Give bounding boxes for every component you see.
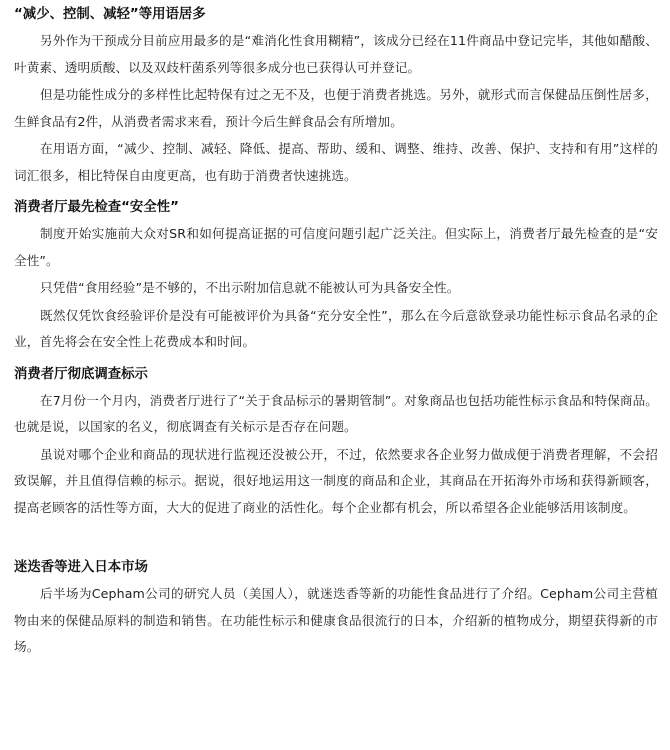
paragraph: 另外作为干预成分目前应用最多的是“难消化性食用糊精”，该成分已经在11件商品中登记完毕，其他如醋酸、叶黄素、透明质酸、以及双歧杆菌系列等很多成分也已获得认可并登记。 <box>14 33 658 75</box>
paragraph: 只凭借“食用经验”是不够的，不出示附加信息就不能被认可为具备安全性。 <box>40 280 460 295</box>
paragraph: 在用语方面，“减少、控制、减轻、降低、提高、帮助、缓和、调整、维持、改善、保护、支持和有用”这样的词汇很多，相比特保自由度更高，也有助于消费者快速挑选。 <box>14 141 658 183</box>
paragraph: 后半场为Cepham公司的研究人员（美国人），就迷迭香等新的功能性食品进行了介绍。Cepham公司主营植物由来的保健品原料的制造和销售。在功能性标示和健康食品很流行的日本，介绍新的植物成分，期望获得新的市场。 <box>14 586 658 654</box>
paragraph: 既然仅凭饮食经验评价是没有可能被评价为具备“充分安全性”，那么在今后意欲登录功能性标示食品名录的企业，首先将会在安全性上花费成本和时间。 <box>14 307 658 349</box>
section-heading-wording: “减少、控制、减轻”等用语居多 <box>14 7 206 22</box>
section-heading-rosemary: 迷迭香等进入日本市场 <box>14 560 148 575</box>
paragraph: 但是功能性成分的多样性比起特保有过之无不及，也便于消费者挑选。另外，就形式而言保健品压倒性居多，生鲜食品有2件，从消费者需求来看，预计今后生鲜食品会有所增加。 <box>14 87 658 129</box>
paragraph: 虽说对哪个企业和商品的现状进行监视还没被公开，不过，依然要求各企业努力做成便于消费者理解，不会招致误解，并且值得信赖的标示。据说，很好地运用这一制度的商品和企业，其商品在开拓海外市场和获得新顾客，提高老顾客的活性等方面，大大的促进了商业的活性化。每个企业都有机会，所以希望各企业能够活用该制度。 <box>14 446 658 515</box>
paragraph: 在7月份一个月内，消费者厅进行了“关于食品标示的暑期管制”。对象商品也包括功能性标示食品和特保商品。也就是说，以国家的名义，彻底调查有关标示是否存在问题。 <box>14 392 658 434</box>
paragraph: 制度开始实施前大众对SR和如何提高证据的可信度问题引起广泛关注。但实际上，消费者厅最先检查的是“安全性”。 <box>14 226 658 268</box>
section-heading-safety: 消费者厅最先检查“安全性” <box>14 200 179 215</box>
section-heading-labeling: 消费者厅彻底调查标示 <box>14 366 148 382</box>
